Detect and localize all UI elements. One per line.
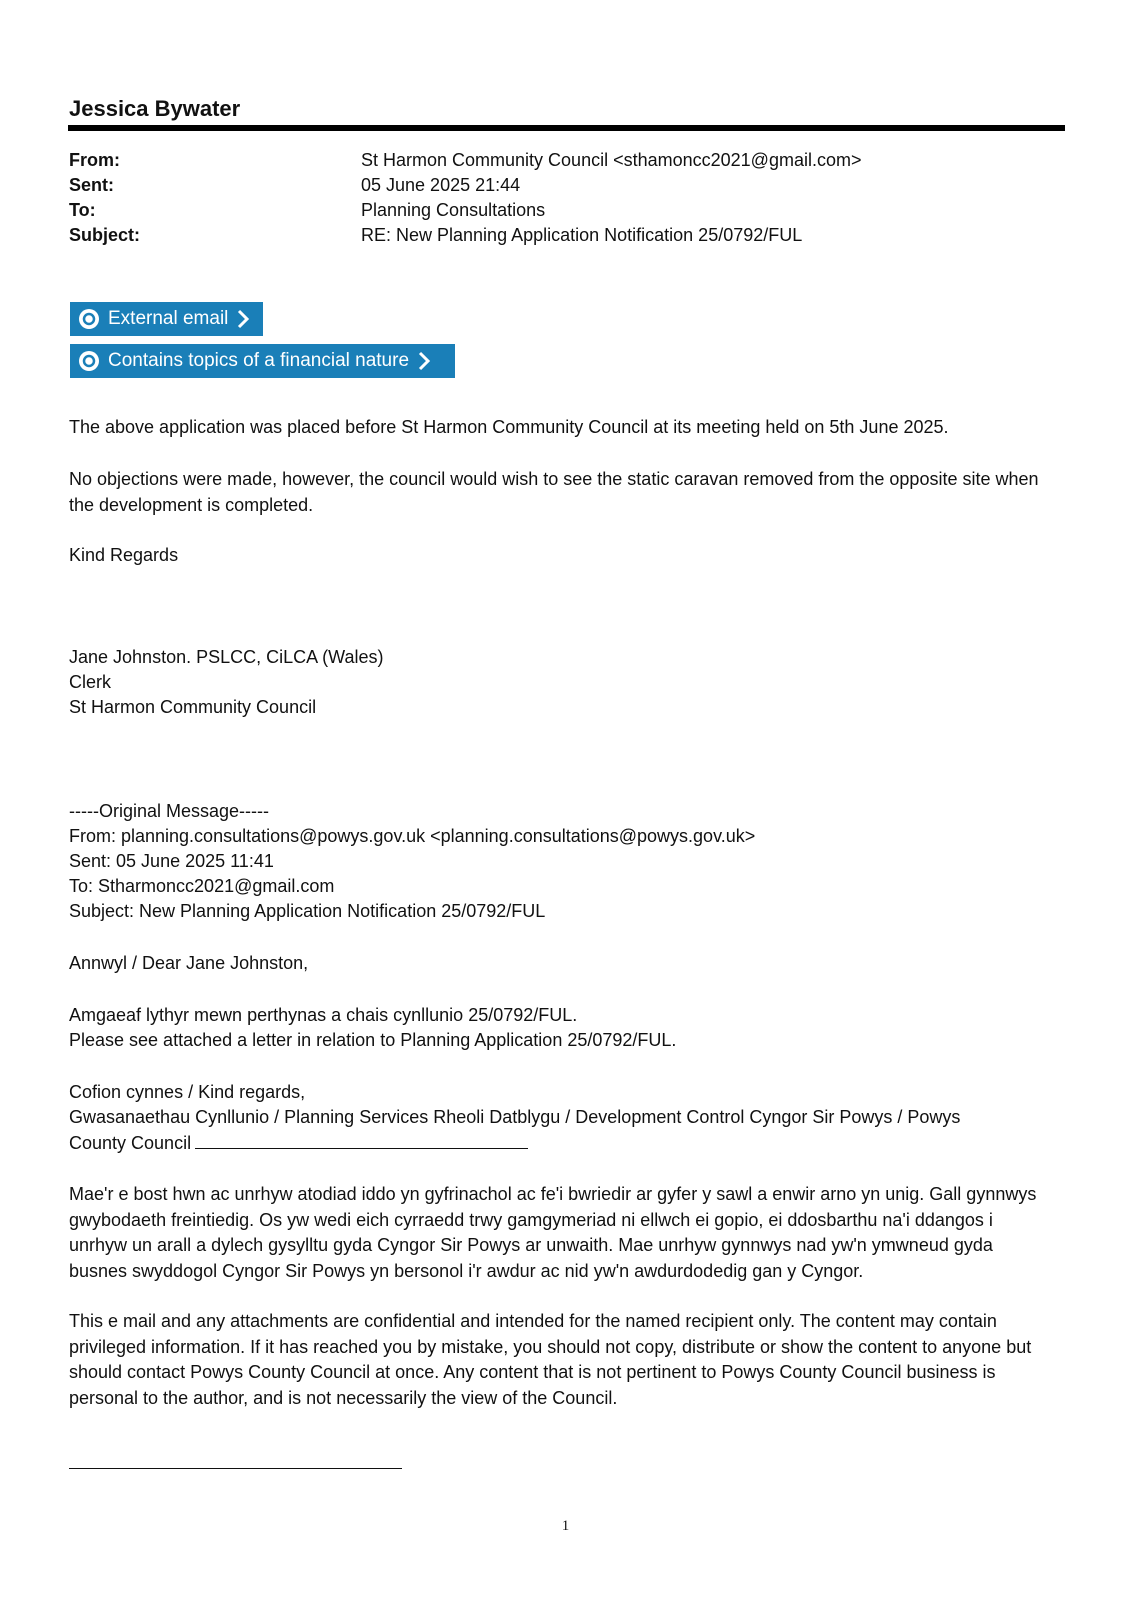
- from-label: From:: [69, 150, 120, 170]
- body-paragraph-2: No objections were made, however, the council would wish to see the static caravan removed from the opposite site when the development is completed.: [69, 469, 1039, 515]
- planning-services-line: Gwasanaethau Cynllunio / Planning Services Rheoli Datblygu / Development Control Cyngor Sir Powys / Powys: [69, 1107, 961, 1127]
- original-from: From: planning.consultations@powys.gov.uk <planning.consultations@powys.gov.uk>: [69, 826, 756, 846]
- signature-org: St Harmon Community Council: [69, 697, 317, 717]
- kind-regards: Kind Regards: [69, 545, 179, 565]
- county-council-line: [69, 1130, 528, 1156]
- to-label: To:: [69, 200, 96, 220]
- signature-name: Jane Johnston. PSLCC, CiLCA (Wales): [69, 647, 384, 667]
- financial-nature-banner[interactable]: [70, 344, 455, 378]
- header-rule: [68, 125, 1065, 131]
- warning-circle-icon: [78, 350, 100, 372]
- to-value: Planning Consultations: [361, 200, 546, 220]
- county-council-text: County Council: [69, 1133, 192, 1153]
- chevron-right-icon: [236, 308, 250, 330]
- signature-role: Clerk: [69, 672, 112, 692]
- signoff: Cofion cynnes / Kind regards,: [69, 1082, 306, 1102]
- chevron-right-icon: [417, 350, 431, 372]
- financial-nature-label: Contains topics of a financial nature: [108, 350, 410, 371]
- body-paragraph-1: The above application was placed before St Harmon Community Council at its meeting held on 5th June 2025.: [69, 417, 949, 437]
- welsh-attachment-line: Amgaeaf lythyr mewn perthynas a chais cynllunio 25/0792/FUL.: [69, 1005, 578, 1025]
- page-number: 1: [561, 1518, 570, 1534]
- document-owner-name: Jessica Bywater: [69, 96, 241, 121]
- original-message-marker: -----Original Message-----: [69, 801, 270, 821]
- warning-circle-icon: [78, 308, 100, 330]
- from-value: St Harmon Community Council <sthamoncc2021@gmail.com>: [361, 150, 862, 170]
- external-email-banner[interactable]: [70, 302, 263, 336]
- original-subject: Subject: New Planning Application Notification 25/0792/FUL: [69, 901, 546, 921]
- welsh-disclaimer: Mae'r e bost hwn ac unrhyw atodiad iddo yn gyfrinachol ac fe'i bwriedir ar gyfer y sawl a enwir arno yn unig. Gall gynnwys gwybodaeth freintiedig. Os yw wedi eich cyrraedd trwy gamgymeriad ni ellwch ei gopio, ei ddosbarthu na'i ddangos i unrhyw un arall a dylech gysylltu gyda Cyngor Sir Powys ar unwaith. Mae unrhyw gynnwys nad yw'n ymwneud gyda busnes swyddogol Cyngor Sir Powys yn bersonol i'r awdur ac nid yw'n awdurdodedig gan y Cyngor.: [69, 1184, 1037, 1281]
- greeting: Annwyl / Dear Jane Johnston,: [69, 953, 309, 973]
- footer-underline: [69, 1468, 402, 1469]
- original-sent: Sent: 05 June 2025 11:41: [69, 851, 274, 871]
- sent-label: Sent:: [69, 175, 114, 195]
- underline-separator: [195, 1130, 528, 1149]
- original-to: To: Stharmoncc2021@gmail.com: [69, 876, 335, 896]
- subject-label: Subject:: [69, 225, 141, 245]
- sent-value: 05 June 2025 21:44: [361, 175, 521, 195]
- subject-value: RE: New Planning Application Notification 25/0792/FUL: [361, 225, 803, 245]
- english-disclaimer: This e mail and any attachments are confidential and intended for the named recipient only. The content may contain privileged information. If it has reached you by mistake, you should not copy, distribute or show the content to anyone but should contact Powys County Council at once. Any content that is not pertinent to Powys County Council business is personal to the author, and is not necessarily the view of the Council.: [69, 1311, 1032, 1408]
- external-email-label: External email: [108, 308, 229, 329]
- english-attachment-line: Please see attached a letter in relation to Planning Application 25/0792/FUL.: [69, 1030, 677, 1050]
